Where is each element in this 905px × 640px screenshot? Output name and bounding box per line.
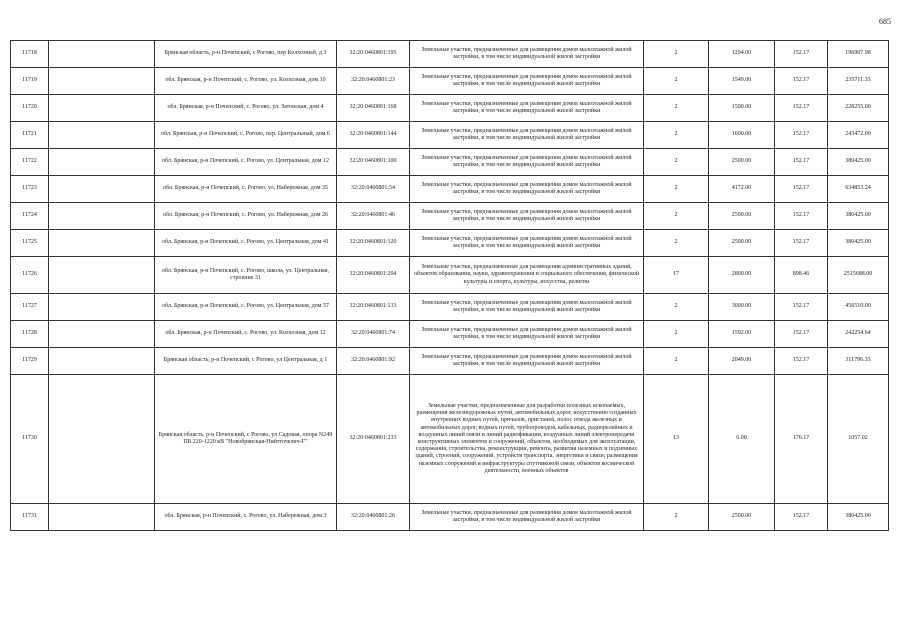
table-row	[11, 375, 889, 504]
address-cell: обл. Брянская, р-н Почепский, с. Рогово, ул. Колхозная, дом 12	[155, 321, 337, 348]
cadastral-value-cell: 235711.33	[828, 68, 889, 95]
cadastral-number-cell: 32:20:0460801:100	[337, 149, 410, 176]
area-cell: 1294.00	[709, 41, 775, 68]
table-row	[11, 149, 889, 176]
table-body	[11, 41, 889, 531]
rate-cell: 176.17	[775, 375, 828, 504]
blank-cell	[49, 321, 155, 348]
blank-cell	[49, 122, 155, 149]
area-cell: 2800.00	[709, 257, 775, 294]
cadastral-value-cell: 634853.24	[828, 176, 889, 203]
rate-cell: 152.17	[775, 348, 828, 375]
row-number: 11728	[11, 321, 49, 348]
use-code-cell: 2	[644, 348, 709, 375]
land-use-cell: Земельные участки, предназначенные для размещения домов малоэтажной жилой застройки, в том числе индивидуальной жилой застройки	[410, 203, 644, 230]
land-use-cell: Земельные участки, предназначенные для размещения домов малоэтажной жилой застройки, в том числе индивидуальной жилой застройки	[410, 504, 644, 531]
blank-cell	[49, 294, 155, 321]
use-code-cell: 2	[644, 68, 709, 95]
row-number: 11727	[11, 294, 49, 321]
table-row	[11, 321, 889, 348]
area-cell: 1592.00	[709, 321, 775, 348]
area-cell: 6.00	[709, 375, 775, 504]
area-cell: 2500.00	[709, 230, 775, 257]
cadastral-number-cell: 32:20:0460801:74	[337, 321, 410, 348]
cadastral-number-cell: 32:20:0460801:133	[337, 294, 410, 321]
blank-cell	[49, 203, 155, 230]
land-use-cell: Земельные участки, предназначенные для размещения административных зданий, объектов образования, науки, здравоохранения и социального обеспечения, физической культуры и спорта, культуры, искусства, религии	[410, 257, 644, 294]
rate-cell: 152.17	[775, 321, 828, 348]
table-row	[11, 348, 889, 375]
use-code-cell: 2	[644, 321, 709, 348]
use-code-cell: 2	[644, 41, 709, 68]
page-number: 685	[879, 17, 891, 26]
land-use-cell: Земельные участки, предназначенные для размещения домов малоэтажной жилой застройки, в том числе индивидуальной жилой застройки	[410, 122, 644, 149]
table-row	[11, 95, 889, 122]
area-cell: 3000.00	[709, 294, 775, 321]
row-number: 11729	[11, 348, 49, 375]
area-cell: 2500.00	[709, 504, 775, 531]
land-use-cell: Земельные участки, предназначенные для размещения домов малоэтажной жилой застройки, в том числе индивидуальной жилой застройки	[410, 294, 644, 321]
area-cell: 4172.00	[709, 176, 775, 203]
rate-cell: 152.17	[775, 41, 828, 68]
cadastral-number-cell: 32:20:0460801:92	[337, 348, 410, 375]
address-cell: обл. Брянская, р-н Почепский, с. Рогово, ул. Центральная, дом 57	[155, 294, 337, 321]
area-cell: 1500.00	[709, 95, 775, 122]
blank-cell	[49, 95, 155, 122]
land-use-cell: Земельные участки, предназначенные для размещения домов малоэтажной жилой застройки, в том числе индивидуальной жилой застройки	[410, 230, 644, 257]
blank-cell	[49, 375, 155, 504]
row-number: 11731	[11, 504, 49, 531]
cadastral-value-cell: 311796.33	[828, 348, 889, 375]
cadastral-value-cell: 2515688.00	[828, 257, 889, 294]
area-cell: 2500.00	[709, 203, 775, 230]
table-row	[11, 257, 889, 294]
land-use-cell: Земельные участки, предназначенные для размещения домов малоэтажной жилой застройки, в том числе индивидуальной жилой застройки	[410, 348, 644, 375]
blank-cell	[49, 149, 155, 176]
land-use-cell: Земельные участки, предназначенные для размещения домов малоэтажной жилой застройки, в том числе индивидуальной жилой застройки	[410, 41, 644, 68]
address-cell: Брянская область, р-н Почепский, с Рогово, ул Садовая, опора N249 ПБ 220-1220 кВ "Новобрянская-Нийтгочелич-Г"	[155, 375, 337, 504]
table-row	[11, 122, 889, 149]
table-row	[11, 41, 889, 68]
cadastral-value-cell: 380425.00	[828, 504, 889, 531]
blank-cell	[49, 348, 155, 375]
use-code-cell: 2	[644, 122, 709, 149]
row-number: 11726	[11, 257, 49, 294]
land-use-cell: Земельные участки, предназначенные для размещения домов малоэтажной жилой застройки, в том числе индивидуальной жилой застройки	[410, 95, 644, 122]
land-use-cell: Земельные участки, предназначенные для размещения домов малоэтажной жилой застройки, в том числе индивидуальной жилой застройки	[410, 176, 644, 203]
cadastral-number-cell: 32:20:0460801:233	[337, 375, 410, 504]
cadastral-number-cell: 32:20:0460801:23	[337, 68, 410, 95]
land-use-cell: Земельные участки, предназначенные для размещения домов малоэтажной жилой застройки, в том числе индивидуальной жилой застройки	[410, 321, 644, 348]
cadastral-value-cell: 380425.00	[828, 230, 889, 257]
cadastral-value-cell: 228255.00	[828, 95, 889, 122]
use-code-cell: 2	[644, 95, 709, 122]
blank-cell	[49, 41, 155, 68]
area-cell: 1549.00	[709, 68, 775, 95]
address-cell: Брянская область, р-н Почепский, с Рогово, ул Центральная, д 1	[155, 348, 337, 375]
cadastral-number-cell: 32:20:0460801:54	[337, 176, 410, 203]
row-number: 11722	[11, 149, 49, 176]
blank-cell	[49, 176, 155, 203]
area-cell: 2049.00	[709, 348, 775, 375]
address-cell: обл. Брянская, р-н Почепский, с. Рогово, ул. Центральная, дом 12	[155, 149, 337, 176]
use-code-cell: 13	[644, 375, 709, 504]
address-cell: обл. Брянская, р-н Почепский, с. Рогово, ул. Набережная, дом 26	[155, 203, 337, 230]
use-code-cell: 2	[644, 203, 709, 230]
cadastral-number-cell: 32:20:0460801:204	[337, 257, 410, 294]
cadastral-number-cell: 32:20:0460801:46	[337, 203, 410, 230]
table-row	[11, 504, 889, 531]
address-cell: обл. Брянская, р-н Почепский, с. Рогово, пер. Центральный, дом 6	[155, 122, 337, 149]
use-code-cell: 2	[644, 176, 709, 203]
land-use-cell: Земельные участки, предназначенные для разработки полезных ископаемых, размещения железнодорожных путей, автомобильных дорог, искусственно созданных внутренних водных путей, причалов, пристаней, полос отвода железных и автомобильных дорог, водных путей, трубопроводов, кабельных, радиорелейных и воздушных линий связи и линий радиофикации, воздушных линий электропередачи конструктивных элементов и сооружений, объектов, необходимых для эксплуатации, содержания, строительства, реконструкции, ремонта, развития наземных и подземных зданий, строений, сооружений, устройств транспорта, энергетики и связи; размещения наземных сооружений и инфраструктуры спутниковой связи, объектов космической деятельности, военных объектов	[410, 375, 644, 504]
row-number: 11725	[11, 230, 49, 257]
rate-cell: 152.17	[775, 176, 828, 203]
use-code-cell: 2	[644, 230, 709, 257]
table-row	[11, 294, 889, 321]
use-code-cell: 2	[644, 294, 709, 321]
rate-cell: 152.17	[775, 230, 828, 257]
row-number: 11721	[11, 122, 49, 149]
cadastral-number-cell: 32:20:0460801:195	[337, 41, 410, 68]
cadastral-value-cell: 1057.02	[828, 375, 889, 504]
cadastral-value-cell: 456510.00	[828, 294, 889, 321]
address-cell: обл. Брянская, р-н Почепский, с. Рогово, ул. Набережная, дом 35	[155, 176, 337, 203]
table-row	[11, 68, 889, 95]
cadastral-number-cell: 32:20:0460801:26	[337, 504, 410, 531]
rate-cell: 152.17	[775, 68, 828, 95]
address-cell: обл. Брянская, р-н Почепский, с. Рогово, ул. Центральная, дом 41	[155, 230, 337, 257]
row-number: 11730	[11, 375, 49, 504]
table-row	[11, 203, 889, 230]
rate-cell: 898.46	[775, 257, 828, 294]
use-code-cell: 2	[644, 149, 709, 176]
rate-cell: 152.17	[775, 149, 828, 176]
row-number: 11723	[11, 176, 49, 203]
blank-cell	[49, 230, 155, 257]
blank-cell	[49, 257, 155, 294]
land-use-cell: Земельные участки, предназначенные для размещения домов малоэтажной жилой застройки, в том числе индивидуальной жилой застройки	[410, 68, 644, 95]
address-cell: обл. Брянская, р-н Почепский, с. Рогово, ул. Набережная, дом 3	[155, 504, 337, 531]
cadastral-number-cell: 32:20:0460801:168	[337, 95, 410, 122]
cadastral-value-cell: 196907.98	[828, 41, 889, 68]
cadastral-number-cell: 32:20:0460801:120	[337, 230, 410, 257]
cadastral-value-cell: 380425.00	[828, 149, 889, 176]
table-row	[11, 176, 889, 203]
land-use-cell: Земельные участки, предназначенные для размещения домов малоэтажной жилой застройки, в том числе индивидуальной жилой застройки	[410, 149, 644, 176]
cadastral-number-cell: 32:20:0460801:144	[337, 122, 410, 149]
cadastral-value-cell: 242254.64	[828, 321, 889, 348]
row-number: 11719	[11, 68, 49, 95]
area-cell: 1600.00	[709, 122, 775, 149]
rate-cell: 152.17	[775, 122, 828, 149]
table-row	[11, 230, 889, 257]
use-code-cell: 17	[644, 257, 709, 294]
area-cell: 2500.00	[709, 149, 775, 176]
rate-cell: 152.17	[775, 504, 828, 531]
land-registry-table	[10, 40, 889, 531]
row-number: 11720	[11, 95, 49, 122]
rate-cell: 152.17	[775, 95, 828, 122]
address-cell: обл. Брянская, р-н Почепский, с. Рогово, ул. Затонская, дом 4	[155, 95, 337, 122]
address-cell: Брянская область, р-н Почепский, с Рогово, пер Колхозный, д 3	[155, 41, 337, 68]
row-number: 11718	[11, 41, 49, 68]
row-number: 11724	[11, 203, 49, 230]
blank-cell	[49, 68, 155, 95]
blank-cell	[49, 504, 155, 531]
address-cell: обл. Брянская, р-н Почепский, с. Рогово, ул. Колхозная, дом 10	[155, 68, 337, 95]
rate-cell: 152.17	[775, 203, 828, 230]
cadastral-value-cell: 380425.00	[828, 203, 889, 230]
cadastral-value-cell: 243472.00	[828, 122, 889, 149]
rate-cell: 152.17	[775, 294, 828, 321]
address-cell: обл. Брянская, р-н Почепский, с. Рогово, школа, ул. Центральная, строение 31	[155, 257, 337, 294]
use-code-cell: 2	[644, 504, 709, 531]
